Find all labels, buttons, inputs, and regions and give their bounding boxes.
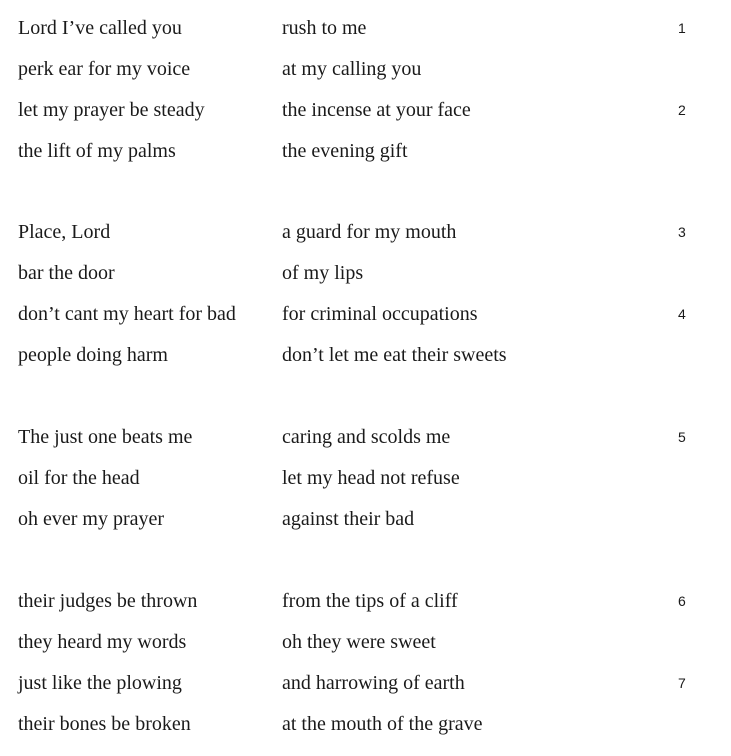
line-right-half: a guard for my mouth	[282, 221, 457, 243]
poem-line	[0, 212, 731, 253]
line-left-half: The just one beats me	[18, 426, 193, 448]
line-left-half: their judges be thrown	[18, 590, 198, 612]
poem-line	[0, 417, 731, 458]
verse-number: 5	[678, 429, 686, 445]
line-right-half: from the tips of a cliff	[282, 590, 458, 612]
poem-line	[0, 704, 731, 745]
poem-line	[0, 90, 731, 131]
poem-line	[0, 499, 731, 540]
line-right-half: against their bad	[282, 508, 415, 530]
verse-number: 2	[678, 102, 686, 118]
line-right-half: caring and scolds me	[282, 426, 451, 448]
line-right-half: don’t let me eat their sweets	[282, 344, 507, 366]
line-left-half: don’t cant my heart for bad	[18, 303, 236, 325]
poem-line	[0, 131, 731, 172]
stanza	[0, 417, 731, 540]
line-right-half: at my calling you	[282, 58, 422, 80]
poem-line	[0, 8, 731, 49]
line-left-half: oil for the head	[18, 467, 140, 489]
verse-number: 6	[678, 593, 686, 609]
line-left-half: oh ever my prayer	[18, 508, 165, 530]
poem-line	[0, 581, 731, 622]
line-left-half: their bones be broken	[18, 713, 191, 735]
poem-line	[0, 458, 731, 499]
poem-line	[0, 294, 731, 335]
line-right-half: of my lips	[282, 262, 364, 284]
line-left-half: bar the door	[18, 262, 115, 284]
poem-line	[0, 335, 731, 376]
line-left-half: let my prayer be steady	[18, 99, 205, 121]
line-right-half: oh they were sweet	[282, 631, 436, 653]
poem-line	[0, 663, 731, 704]
verse-number: 4	[678, 306, 686, 322]
verse-number: 7	[678, 675, 686, 691]
stanza	[0, 212, 731, 376]
poem-line	[0, 622, 731, 663]
line-right-half: and harrowing of earth	[282, 672, 465, 694]
stanza	[0, 8, 731, 172]
line-right-half: the incense at your face	[282, 99, 471, 121]
line-left-half: just like the plowing	[18, 672, 182, 694]
line-right-half: rush to me	[282, 17, 367, 39]
stanza	[0, 581, 731, 745]
line-left-half: Place, Lord	[18, 221, 111, 243]
line-right-half: at the mouth of the grave	[282, 713, 483, 735]
line-left-half: Lord I’ve called you	[18, 17, 182, 39]
verse-number: 3	[678, 224, 686, 240]
line-left-half: perk ear for my voice	[18, 58, 191, 80]
line-right-half: the evening gift	[282, 140, 408, 162]
line-right-half: let my head not refuse	[282, 467, 460, 489]
verse-number: 1	[678, 20, 686, 36]
line-left-half: people doing harm	[18, 344, 168, 366]
line-left-half: they heard my words	[18, 631, 187, 653]
poem-line	[0, 49, 731, 90]
line-right-half: for criminal occupations	[282, 303, 478, 325]
poem-line	[0, 253, 731, 294]
line-left-half: the lift of my palms	[18, 140, 176, 162]
